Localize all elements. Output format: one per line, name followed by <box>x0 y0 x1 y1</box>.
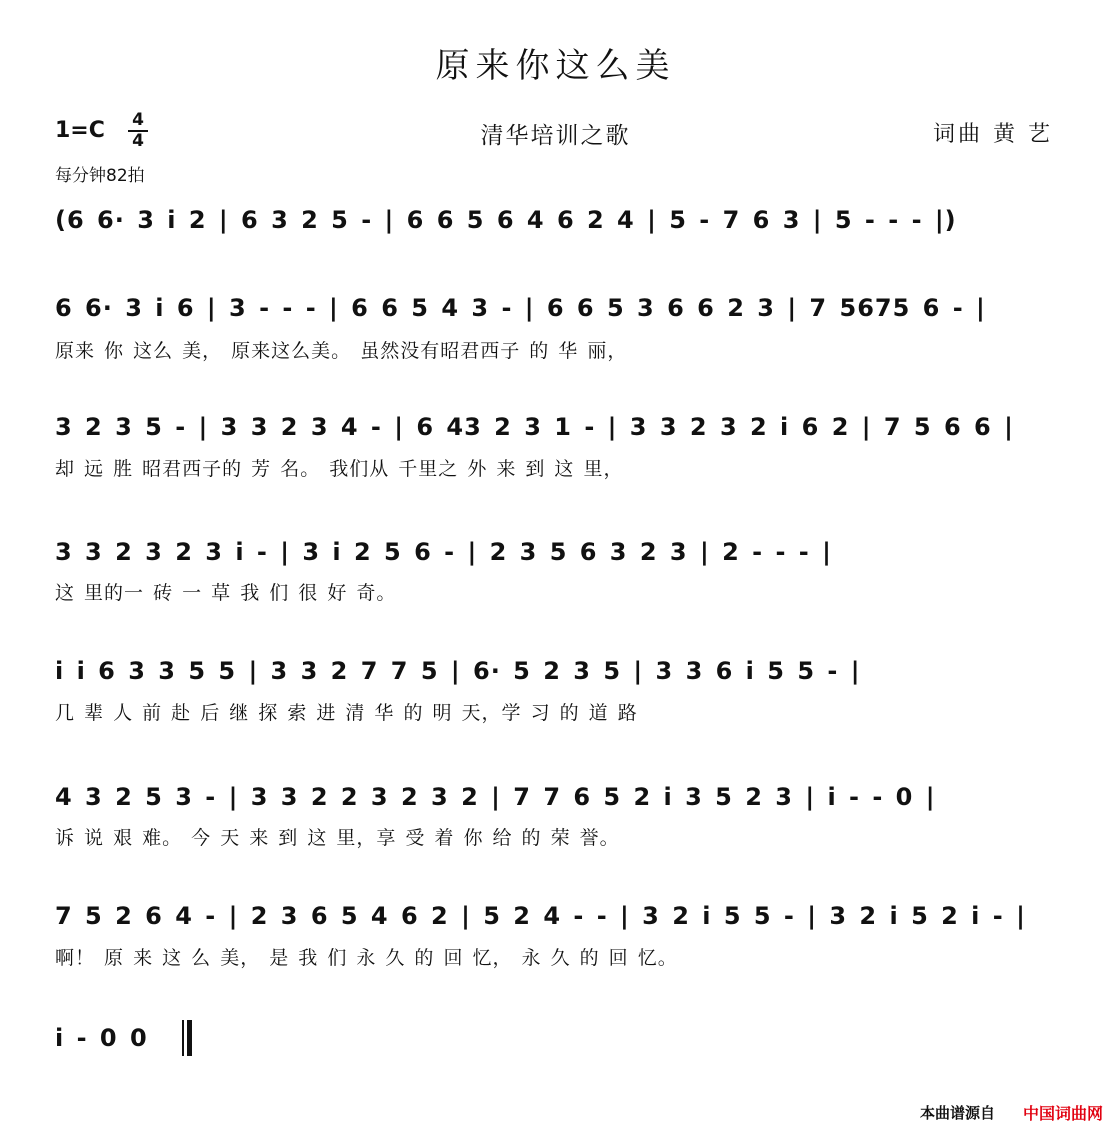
lyrics-line-1: 原来 你 这么 美， 原来这么美。 虽然没有昭君西子 的 华 丽， <box>55 340 628 362</box>
song-title: 原来你这么美 <box>435 46 676 86</box>
lyrics-line-6: 啊！ 原 来 这 么 美， 是 我 们 永 久 的 回 忆， 永 久 的 回 忆。 <box>55 947 678 969</box>
lyrics-line-4: 几 辈 人 前 赴 后 继 探 索 进 清 华 的 明 天，学 习 的 道 路 <box>55 702 638 724</box>
notation-line-3: 3 3 2 3 2 3 i - | 3 i 2 5 6 - | 2 3 5 6 3 2 3 | 2 - - - | <box>55 538 832 566</box>
lyrics-line-2: 却 远 胜 昭君西子的 芳 名。 我们从 千里之 外 来 到 这 里， <box>55 458 624 480</box>
source-label: 本曲谱源自 <box>919 1104 995 1122</box>
key-signature: 1=C <box>55 118 105 143</box>
notation-line-5: 4 3 2 5 3 - | 3 3 2 2 3 2 3 2 | 7 7 6 5 2 i 3 5 2 3 | i - - 0 | <box>55 783 936 811</box>
time-signature-bottom: 4 <box>132 131 144 151</box>
notation-line-final: i - 0 0 <box>55 1024 148 1052</box>
notation-line-6: 7 5 2 6 4 - | 2 3 6 5 4 6 2 | 5 2 4 - - | 3 2 i 5 5 - | 3 2 i 5 2 i - | <box>55 902 1026 930</box>
lyrics-line-3: 这 里的一 砖 一 草 我 们 很 好 奇。 <box>55 582 397 604</box>
final-barline <box>187 1020 192 1056</box>
notation-line-2: 3 2 3 5 - | 3 3 2 3 4 - | 6 43 2 3 1 - | 3 3 2 3 2 i 6 2 | 7 5 6 6 | <box>55 413 1014 441</box>
notation-line-intro: (6 6· 3 i 2 | 6 3 2 5 - | 6 6 5 6 4 6 2 4 | 5 - 7 6 3 | 5 - - - |) <box>55 206 957 234</box>
lyrics-line-5: 诉 说 艰 难。 今 天 来 到 这 里，享 受 着 你 给 的 荣 誉。 <box>55 827 620 849</box>
time-signature-top: 4 <box>132 110 144 130</box>
composer-credit: 词曲 黄 艺 <box>933 122 1053 147</box>
final-barline-thin <box>182 1020 184 1056</box>
tempo-marking: 每分钟82拍 <box>55 166 145 186</box>
source-site-link[interactable]: 中国词曲网 <box>1022 1104 1103 1123</box>
notation-line-4: i i 6 3 3 5 5 | 3 3 2 7 7 5 | 6· 5 2 3 5 | 3 3 6 i 5 5 - | <box>55 657 861 685</box>
song-subtitle: 清华培训之歌 <box>480 123 631 149</box>
notation-line-1: 6 6· 3 i 6 | 3 - - - | 6 6 5 4 3 - | 6 6 5 3 6 6 2 3 | 7 5675 6 - | <box>55 294 986 322</box>
